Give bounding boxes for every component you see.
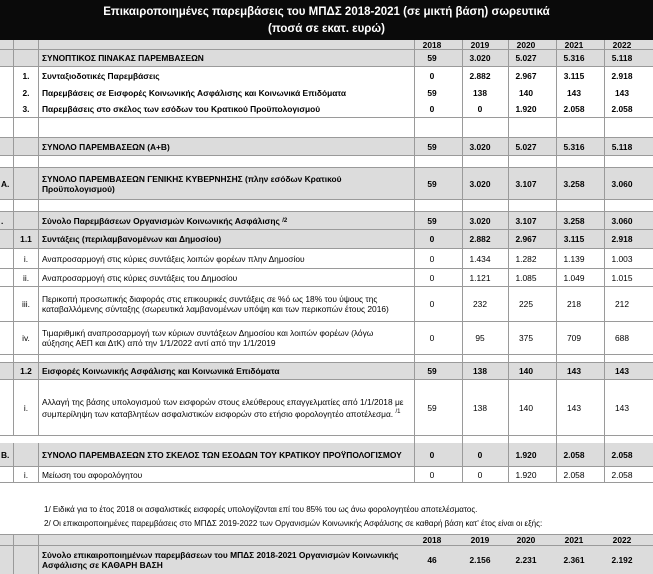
table-row: i. Μείωση του αφορολόγητου 0 0 1.920 2.058 2.058 <box>0 467 653 483</box>
table-row: B. ΣΥΝΟΛΟ ΠΑΡΕΜΒΑΣΕΩΝ ΣΤΟ ΣΚΕΛΟΣ ΤΩΝ ΕΣΟΔΩΝ ΤΟΥ ΚΡΑΤΙΚΟΥ ΠΡΟΫΠΟΛΟΓΙΣΜΟΥ 0 0 1.920 2.058 2.058 <box>0 443 653 467</box>
row-label: Παρεμβάσεις στο σκέλος των εσόδων του Κρατικού Προϋπολογισμού <box>38 101 408 117</box>
net-total-row: Σύνολο επικαιροποιημένων παρεμβάσεων του ΜΠΔΣ 2018-2021 Οργανισμών Κοινωνικής Ασφάλισης σε ΚΑΘΑΡΗ ΒΑΣΗ 46 2.156 2.231 2.361 2.192 <box>0 546 653 574</box>
column-divider <box>604 40 605 483</box>
row-label: ΣΥΝΟΛΟ ΠΑΡΕΜΒΑΣΕΩΝ ΣΤΟ ΣΚΕΛΟΣ ΤΩΝ ΕΣΟΔΩΝ ΤΟΥ ΚΡΑΤΙΚΟΥ ΠΡΟΫΠΟΛΟΓΙΣΜΟΥ <box>38 443 408 466</box>
footnote-2: 2/ Οι επικαιροποιημένες παρεμβάσεις στο ΜΠΔΣ 2019-2022 των Οργανισμών Κοινωνικής Ασφάλισης σε καθαρή βάση κατ' έτος είναι οι εξής: <box>44 519 543 528</box>
table-row: ΣΥΝΟΛΟ ΠΑΡΕΜΒΑΣΕΩΝ (Α+Β) 59 3.020 5.027 5.316 5.118 <box>0 138 653 156</box>
row-label: Αναπροσαρμογή στις κύριες συντάξεις του Δημοσίου <box>38 269 408 286</box>
table-row: iii. Περικοπή προσωπικής διαφοράς στις επικουρικές συντάξεις σε %ό ως 18% του ύψους της καταβαλλόμενης σύνταξης (σωρευτικά λαμβανομένων υπόψη και των περικοπών έτους 2016) 0 232 225 218 212 <box>0 287 653 322</box>
column-divider <box>556 40 557 483</box>
table-row: A. ΣΥΝΟΛΟ ΠΑΡΕΜΒΑΣΕΩΝ ΓΕΝΙΚΗΣ ΚΥΒΕΡΝΗΣΗΣ (πλην εσόδων Κρατικού Προϋπολογισμού) 59 3.020 3.107 3.258 3.060 <box>0 168 653 200</box>
row-label: Σύνολο επικαιροποιημένων παρεμβάσεων του ΜΠΔΣ 2018-2021 Οργανισμών Κοινωνικής Ασφάλισης σε ΚΑΘΑΡΗ ΒΑΣΗ <box>38 546 408 574</box>
row-label: ΣΥΝΟΠΤΙΚΟΣ ΠΙΝΑΚΑΣ ΠΑΡΕΜΒΑΣΕΩΝ <box>38 50 408 66</box>
column-divider <box>414 40 415 483</box>
row-label: Εισφορές Κοινωνικής Ασφάλισης και Κοινωνικά Επιδόματα <box>38 363 408 379</box>
row-label: Συντάξεις (περιλαμβανομένων και Δημοσίου) <box>38 230 408 248</box>
row-label: Σύνολο Παρεμβάσεων Οργανισμών Κοινωνικής Ασφάλισης /2 <box>38 212 408 229</box>
year-2021: 2021 <box>564 39 584 50</box>
row-label: Μείωση του αφορολόγητου <box>38 467 408 482</box>
table-row: . Σύνολο Παρεμβάσεων Οργανισμών Κοινωνικής Ασφάλισης /2 59 3.020 3.107 3.258 3.060 <box>0 212 653 230</box>
year-2022: 2022 <box>612 39 632 50</box>
table-title: Επικαιροποιημένες παρεμβάσεις του ΜΠΔΣ 2018-2021 (σε μικτή βάση) σωρευτικά <box>103 6 550 18</box>
row-label: Αλλαγή της βάσης υπολογισμού των εισφορών στους ελεύθερους επαγγελματίες από 1/1/2018 με συμπερίληψη των καταβλητέων ασφαλιστικών εισφορών στο ετήσιο φορολογητέο αποτέλεσμα. $^{/1}$ <box>38 380 408 435</box>
table-row: 3. Παρεμβάσεις στο σκέλος των εσόδων του Κρατικού Προϋπολογισμού 0 0 1.920 2.058 2.058 <box>0 101 653 118</box>
row-label: Τιμαριθμική αναπροσαρμογή των κύριων συντάξεων Δημοσίου και λοιπών φορέων (λόγω αύξησης ΑΕΠ και ΔτΚ) από την 1/1/2022 αντί από την 1/1/2019 <box>38 322 408 354</box>
table-row: i. Αλλαγή της βάσης υπολογισμού των εισφορών στους ελεύθερους επαγγελματίες από 1/1/2018 με συμπερίληψη των καταβλητέων ασφαλιστικών εισφορών στο ετήσιο φορολογητέο αποτέλεσμα. $^{/1}$ 59 138 140 143 143 <box>0 380 653 436</box>
net-year-header-row: 2018 2019 2020 2021 2022 <box>0 534 653 546</box>
table-row: 1. Συνταξιοδοτικές Παρεμβάσεις 0 2.882 2.967 3.115 2.918 <box>0 67 653 84</box>
table-subtitle: (ποσά σε εκατ. ευρώ) <box>268 23 385 35</box>
column-divider <box>508 40 509 483</box>
row-label: Συνταξιοδοτικές Παρεμβάσεις <box>38 67 408 84</box>
table-row: 1.2 Εισφορές Κοινωνικής Ασφάλισης και Κοινωνικά Επιδόματα 59 138 140 143 143 <box>0 363 653 380</box>
table-title-bar <box>0 0 653 40</box>
row-label: ΣΥΝΟΛΟ ΠΑΡΕΜΒΑΣΕΩΝ ΓΕΝΙΚΗΣ ΚΥΒΕΡΝΗΣΗΣ (πλην εσόδων Κρατικού Προϋπολογισμού) <box>38 168 408 199</box>
table-row: 1.1 Συντάξεις (περιλαμβανομένων και Δημοσίου) 0 2.882 2.967 3.115 2.918 <box>0 230 653 249</box>
year-2019: 2019 <box>470 39 490 50</box>
table-row: iv. Τιμαριθμική αναπροσαρμογή των κύριων συντάξεων Δημοσίου και λοιπών φορέων (λόγω αύξησης ΑΕΠ και ΔτΚ) από την 1/1/2022 αντί από την 1/1/2019 0 95 375 709 688 <box>0 322 653 355</box>
row-label: Αναπροσαρμογή στις κύριες συντάξεις λοιπών φορέων πλην Δημοσίου <box>38 249 408 268</box>
year-2018: 2018 <box>422 39 442 50</box>
table-row: 2. Παρεμβάσεις σε Εισφορές Κοινωνικής Ασφάλισης και Κοινωνικά Επιδόματα 59 138 140 143 143 <box>0 84 653 101</box>
row-label: Περικοπή προσωπικής διαφοράς στις επικουρικές συντάξεις σε %ό ως 18% του ύψους της καταβαλλόμενης σύνταξης (σωρευτικά λαμβανομένων υπόψη και των περικοπών έτους 2016) <box>38 287 408 321</box>
row-label: ΣΥΝΟΛΟ ΠΑΡΕΜΒΑΣΕΩΝ (Α+Β) <box>38 138 408 155</box>
footnote-1: 1/ Ειδικά για το έτος 2018 οι ασφαλιστικές εισφορές υπολογίζονται επί του 85% του ως άνω φορολογητέου αποτελέσματος. <box>44 505 478 514</box>
table-row: ii. Αναπροσαρμογή στις κύριες συντάξεις του Δημοσίου 0 1.121 1.085 1.049 1.015 <box>0 269 653 287</box>
table-row: ΣΥΝΟΠΤΙΚΟΣ ΠΙΝΑΚΑΣ ΠΑΡΕΜΒΑΣΕΩΝ 59 3.020 5.027 5.316 5.118 <box>0 50 653 67</box>
row-label: Παρεμβάσεις σε Εισφορές Κοινωνικής Ασφάλισης και Κοινωνικά Επιδόματα <box>38 84 408 101</box>
year-2020: 2020 <box>516 39 536 50</box>
table-row: i. Αναπροσαρμογή στις κύριες συντάξεις λοιπών φορέων πλην Δημοσίου 0 1.434 1.282 1.139 1.003 <box>0 249 653 269</box>
column-divider <box>462 40 463 483</box>
